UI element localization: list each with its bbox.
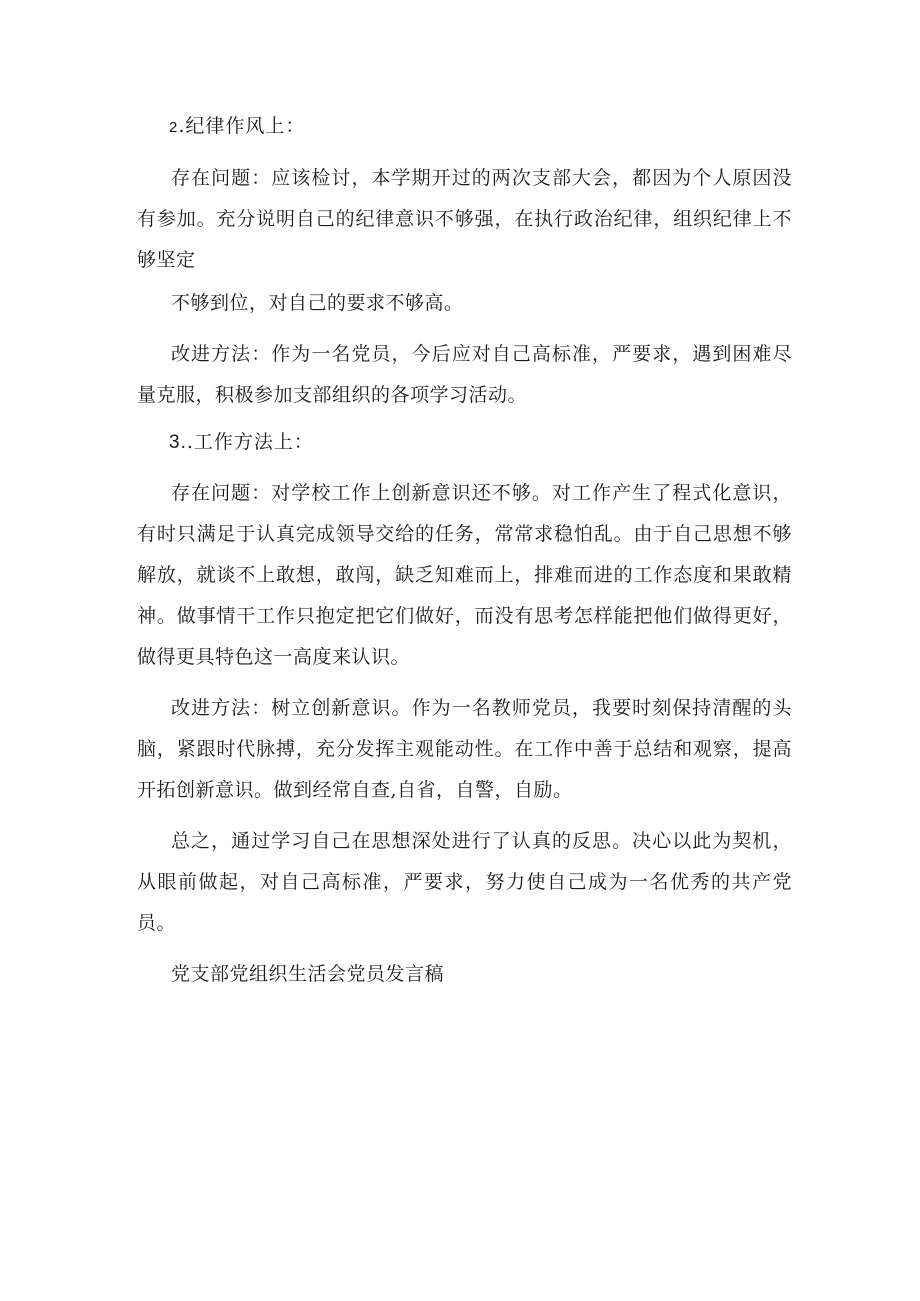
section-heading-work-method	[169, 426, 792, 459]
paragraph-document-title: 党支部党组织生活会党员发言稿	[171, 963, 445, 985]
paragraph-discipline-problem: 存在问题：应该检讨，本学期开过的两次支部大会，都因为个人原因没有参加。充分说明自己的纪律意识不够强，在执行政治纪律，组织纪律上不够坚定	[137, 167, 792, 271]
section-heading-discipline	[169, 110, 792, 144]
paragraph-discipline-problem-continued: 不够到位，对自己的要求不够高。	[171, 292, 464, 314]
section-title: .纪律作风上：	[178, 115, 306, 137]
section-title: .工作方法上：	[186, 431, 314, 453]
paragraph-work-improvement: 改进方法：树立创新意识。作为一名教师党员，我要时刻保持清醒的头脑，紧跟时代脉搏，充分发挥主观能动性。在工作中善于总结和观察，提高开拓创新意识。做到经常自查,自省，自警，自励。	[137, 697, 792, 801]
paragraph-conclusion: 总之，通过学习自己在思想深处进行了认真的反思。决心以此为契机，从眼前做起，对自己高标准，严要求，努力使自己成为一名优秀的共产党员。	[137, 830, 792, 934]
section-number: 2	[169, 119, 179, 136]
paragraph-work-problem: 存在问题：对学校工作上创新意识还不够。对工作产生了程式化意识，有时只满足于认真完成领导交给的任务，常常求稳怕乱。由于自己思想不够解放，就谈不上敢想，敢闯，缺乏知难而上，排难而进的工作态度和果敢精神。做事情干工作只抱定把它们做好，而没有思考怎样能把他们做得更好，做得更具特色这一高度来认识。	[137, 482, 792, 668]
section-number: 3.	[169, 432, 187, 453]
paragraph-discipline-improvement: 改进方法：作为一名党员，今后应对自己高标准，严要求，遇到困难尽量克服，积极参加支部组织的各项学习活动。	[137, 343, 792, 406]
